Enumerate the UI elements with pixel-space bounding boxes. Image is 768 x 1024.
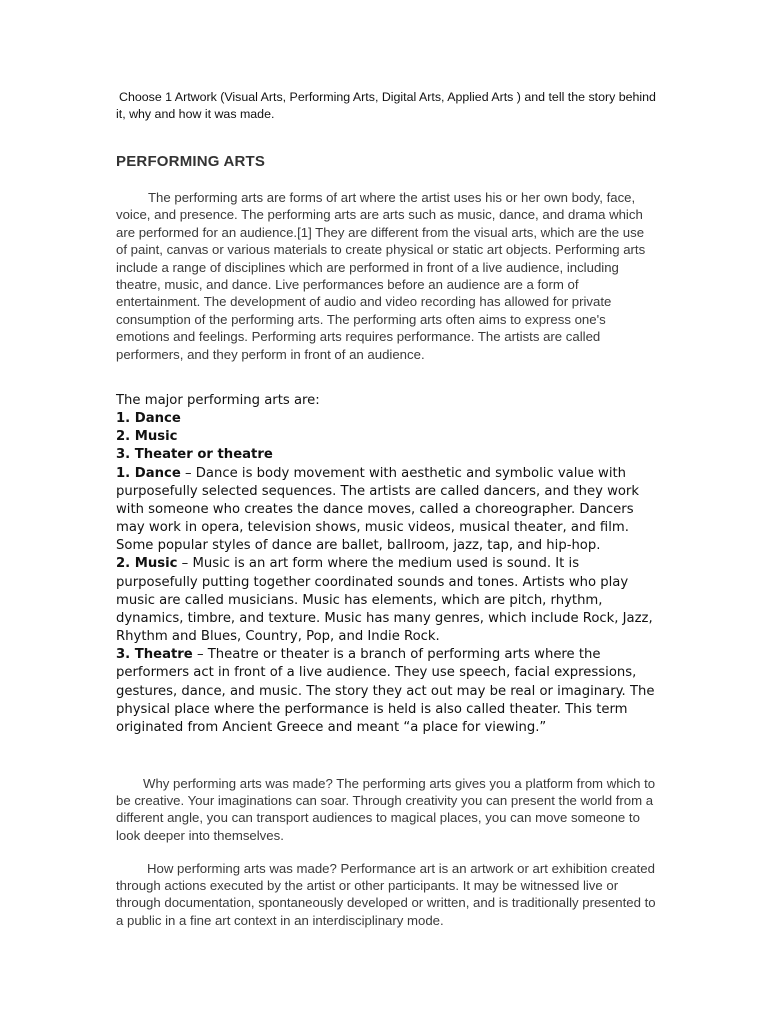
major-arts-lead: The major performing arts are: [116, 393, 320, 408]
major-arts-item-label: 1. Dance [116, 411, 181, 427]
major-arts-item [116, 410, 656, 428]
theatre-term: 3. Theatre [116, 647, 193, 663]
music-paragraph [116, 555, 656, 646]
how-paragraph: How performing arts was made? Performance art is an artwork or art exhibition created through actions executed by the artist or other participants. It may be witnessed live or through documentation, spontaneously developed or written, and is traditionally presented to a public in a fine art context in an interdisciplinary mode. [116, 861, 656, 928]
theatre-paragraph [116, 646, 656, 737]
theatre-description: – Theatre or theater is a branch of performing arts where the performers act in front of a live audience. They use speech, facial expressions, gestures, dance, and music. The story they act out may be real or imaginary. The physical place where the performance is held is also called theater. This term originated from Ancient Greece and meant “a place for viewing.” [116, 647, 655, 735]
dance-description: – Dance is body movement with aesthetic and symbolic value with purposefully selected sequences. The artists are called dancers, and they work with someone who creates the dance moves, called a choreographer. Dancers may work in opera, television shows, music videos, musical theater, and film. Some popular styles of dance are ballet, ballroom, jazz, tap, and hip-hop. [116, 465, 639, 554]
dance-paragraph [116, 465, 656, 556]
music-description: – Music is an art form where the medium used is sound. It is purposefully putting together coordinated sounds and tones. Artists who play music are called musicians. Music has elements, which are pitch, rhythm, dynamics, timbre, and texture. Music has many genres, which include Rock, Jazz, Rhythm and Blues, Country, Pop, and Indie Rock. [116, 556, 653, 645]
music-term: 2. Music [116, 556, 178, 572]
section-heading: PERFORMING ARTS [116, 153, 266, 170]
assignment-instruction: Choose 1 Artwork (Visual Arts, Performing Arts, Digital Arts, Applied Arts ) and tell the story behind it, why and how it was made. [116, 90, 656, 121]
major-arts-section [116, 392, 656, 737]
dance-term: 1. Dance [116, 465, 181, 481]
intro-paragraph: The performing arts are forms of art where the artist uses his or her own body, face, voice, and presence. The performing arts are arts such as music, dance, and drama which are performed for an audience.[1] They are different from the visual arts, which are the use of paint, canvas or various materials to create physical or static art objects. Performing arts include a range of disciplines which are performed in front of a live audience, including theatre, music, and dance. Live performances before an audience are a form of entertainment. The development of audio and video recording has allowed for private consumption of the performing arts. The performing arts often aims to express one's emotions and feelings. Performing arts requires performance. The artists are called performers, and they perform in front of an audience. [116, 190, 646, 362]
major-arts-item-label: 2. Music [116, 429, 178, 445]
major-arts-item-label: 3. Theater or theatre [116, 447, 273, 463]
major-arts-item [116, 446, 656, 464]
major-arts-item [116, 428, 656, 446]
why-paragraph: Why performing arts was made? The performing arts gives you a platform from which to be creative. Your imaginations can soar. Through creativity you can present the world from a different angle, you can transport audiences to magical places, you can move someone to look deeper into themselves. [116, 776, 656, 843]
